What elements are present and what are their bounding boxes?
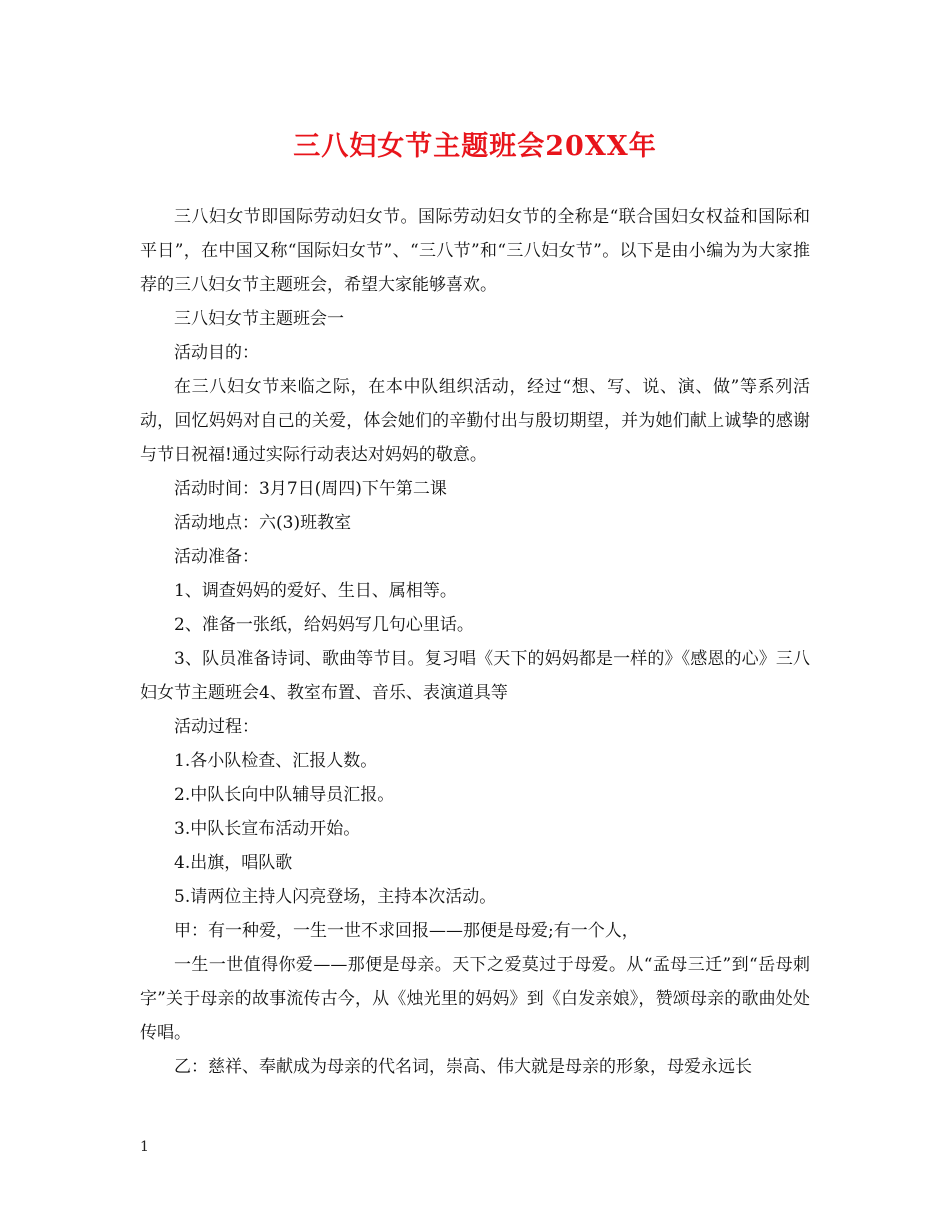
host-b-line: 乙：慈祥、奉献成为母亲的代名词，崇高、伟大就是母亲的形象，母爱永远长 [174, 1057, 752, 1077]
preparation-item: 1、调查妈妈的爱好、生日、属相等。 [174, 581, 457, 601]
preparation-item: 2、准备一张纸，给妈妈写几句心里话。 [174, 615, 474, 635]
process-step: 3.中队长宣布活动开始。 [174, 819, 361, 839]
intro-paragraph: 三八妇女节即国际劳动妇女节。国际劳动妇女节的全称是“联合国妇女权益和国际和平日”，在中国又称“国际妇女节”、“三八节”和“三八妇女节”。以下是由小编为为大家推荐的三八妇女节主题班会，希望大家能够喜欢。 [140, 207, 810, 295]
process-step: 2.中队长向中队辅导员汇报。 [174, 785, 395, 805]
activity-purpose-text: 在三八妇女节来临之际，在本中队组织活动，经过“想、写、说、演、做”等系列活动，回忆妈妈对自己的关爱，体会她们的辛勤付出与殷切期望，并为她们献上诚挚的感谢与节日祝福!通过实际行动表达对妈妈的敬意。 [140, 377, 810, 465]
activity-preparation-label: 活动准备： [174, 547, 259, 567]
activity-purpose-label: 活动目的： [174, 343, 259, 363]
page-title: 三八妇女节主题班会20XX年 [293, 131, 657, 162]
activity-location: 活动地点：六(3)班教室 [174, 513, 352, 533]
activity-time: 活动时间：3月7日(周四)下午第二课 [174, 479, 447, 499]
process-step: 5.请两位主持人闪亮登场，主持本次活动。 [174, 887, 497, 907]
activity-process-label: 活动过程： [174, 717, 259, 737]
process-step: 4.出旗，唱队歌 [174, 853, 293, 873]
host-a-line: 甲：有一种爱，一生一世不求回报——那便是母爱;有一个人， [174, 921, 639, 941]
preparation-item: 3、队员准备诗词、歌曲等节目。复习唱《天下的妈妈都是一样的》《感恩的心》三八妇女节主题班会4、教室布置、音乐、表演道具等 [140, 649, 810, 703]
document-body [140, 200, 810, 1084]
host-a-continuation: 一生一世值得你爱——那便是母亲。天下之爱莫过于母爱。从“孟母三迁”到“岳母刺字”关于母亲的故事流传古今，从《烛光里的妈妈》到《白发亲娘》，赞颂母亲的歌曲处处传唱。 [140, 955, 810, 1043]
page-number: 1 [140, 1139, 149, 1155]
process-step: 1.各小队检查、汇报人数。 [174, 751, 378, 771]
section-heading: 三八妇女节主题班会一 [174, 309, 344, 329]
